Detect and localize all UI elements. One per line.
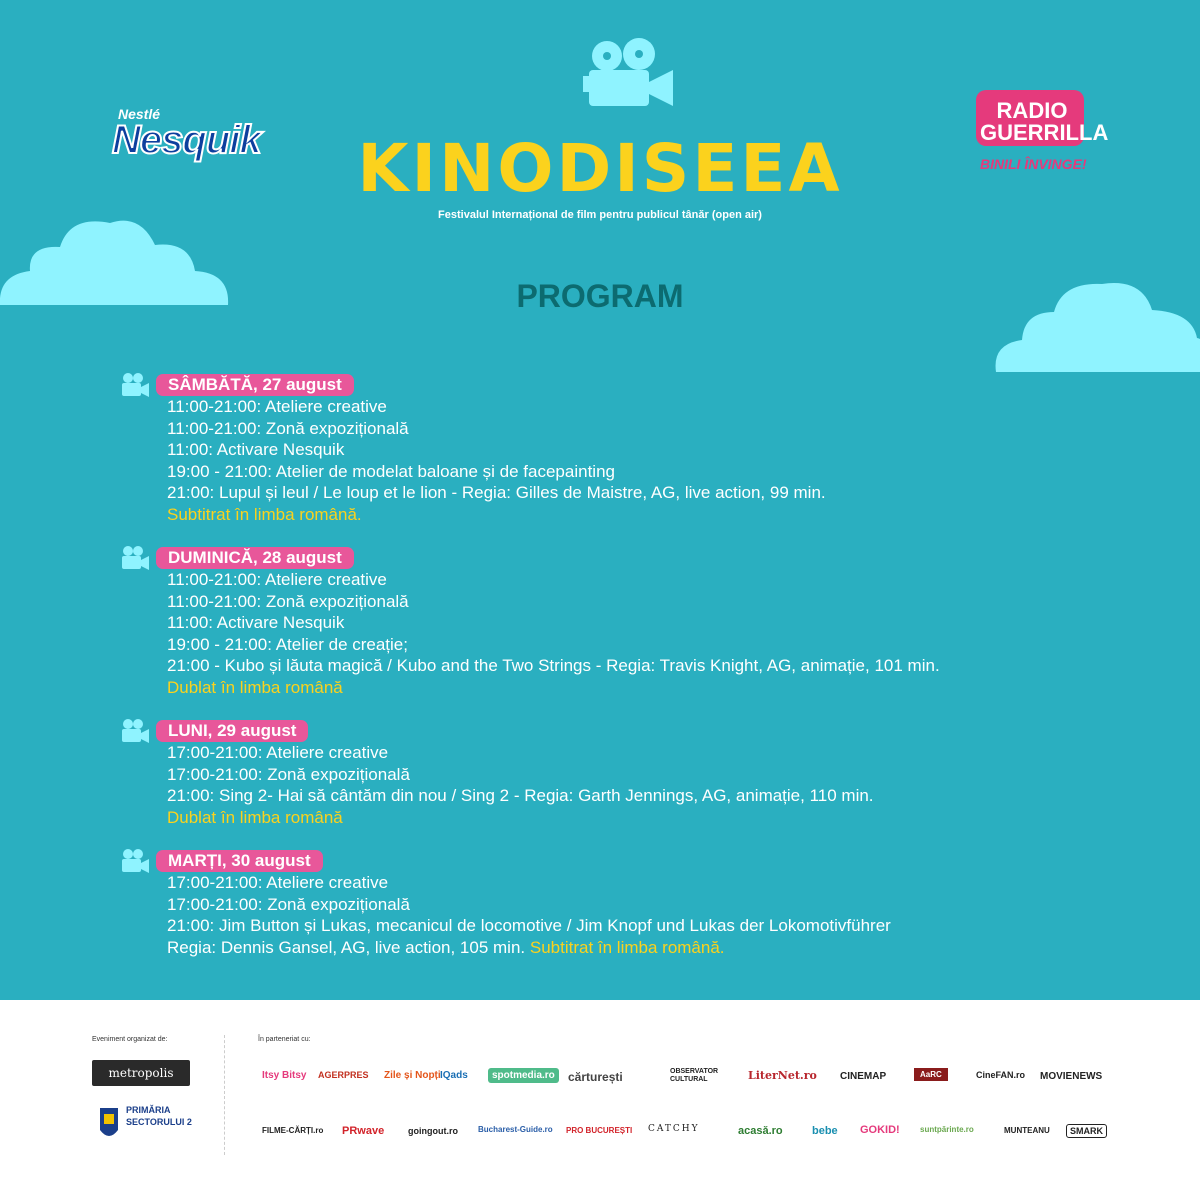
partner-logo: MUNTEANU (1004, 1126, 1050, 1135)
partner-logo: goingout.ro (408, 1126, 458, 1136)
partner-logo: acasă.ro (738, 1125, 783, 1137)
partner-logo: MOVIENEWS (1040, 1071, 1103, 1082)
schedule-line: 11:00: Activare Nesquik (167, 613, 345, 633)
radio-slogan: BINILI ÎNVINGE! (980, 156, 1087, 172)
partner-logo: CINEMAP (840, 1071, 887, 1082)
organized-by-label: Eveniment organizat de: (92, 1036, 168, 1043)
language-note: Subtitrat în limba română. (529, 937, 725, 957)
partner-logo: SMARK (1066, 1124, 1107, 1138)
language-note: Dublat în limba română (167, 807, 343, 827)
partner-logo: OBSERVATOR CULTURAL (670, 1068, 719, 1083)
partner-logo: cărturești (568, 1070, 623, 1084)
footer-divider (224, 1035, 226, 1155)
schedule-line: 11:00-21:00: Ateliere creative (167, 570, 387, 589)
schedule-line: 11:00-21:00: Zonă expozițională (167, 418, 409, 438)
nesquik-logo: Nesquik (112, 118, 261, 162)
movie-camera-icon (120, 848, 150, 874)
radio-guerrilla-logo-text: RADIO GUERRILLA (980, 98, 1109, 145)
schedule-line: 21:00: Jim Button și Lukas, mecanicul de locomotive / Jim Knopf und Lukas der Lokomotivführer (167, 916, 891, 936)
language-note: Dublat în limba română (167, 677, 343, 697)
day-schedule (167, 396, 826, 526)
schedule-line: 11:00-21:00: Zonă expozițională (167, 591, 409, 611)
schedule-line: 19:00 - 21:00: Atelier de creație; (167, 634, 408, 654)
partner-logo: GOKID! (860, 1124, 900, 1136)
day-schedule (167, 742, 874, 828)
schedule-line: 17:00-21:00: Zonă expozițională (167, 764, 410, 784)
partner-logo: bebe (812, 1125, 838, 1137)
day-label: SÂMBĂTĂ, 27 august (156, 374, 354, 396)
partner-logo: AGERPRES (318, 1070, 369, 1080)
schedule-line: 11:00-21:00: Ateliere creative (167, 397, 387, 416)
schedule-line-director: Regia: Dennis Gansel, AG, live action, 105 min. (167, 937, 526, 957)
partner-logo: suntpărinte.ro (920, 1125, 974, 1134)
partner-logo: Itsy Bitsy (262, 1070, 307, 1081)
schedule-line: 21:00: Sing 2- Hai să cântăm din nou / Sing 2 - Regia: Garth Jennings, AG, animație, 110 min. (167, 786, 874, 806)
primaria-logo: PRIMĂRIA SECTORULUI 2 (98, 1104, 218, 1144)
schedule-line: 17:00-21:00: Ateliere creative (167, 743, 389, 762)
partner-logo: FILME-CĂRȚI.ro (262, 1126, 324, 1135)
crest-icon (98, 1104, 120, 1144)
day-schedule (167, 872, 891, 958)
nestle-logo: Nestlé (118, 106, 161, 122)
schedule-line (167, 937, 891, 959)
festival-title: KINODISEEA (357, 130, 843, 207)
partner-logo: CineFAN.ro (976, 1070, 1026, 1080)
partner-logo: PRwave (342, 1125, 385, 1137)
partner-logo: CATCHY (648, 1124, 700, 1134)
movie-camera-icon (583, 38, 675, 108)
language-note: Subtitrat în limba română. (167, 504, 362, 524)
partner-logo: spotmedia.ro (488, 1068, 559, 1083)
festival-subtitle: Festivalul Internațional de film pentru publicul tânăr (open air) (438, 209, 762, 221)
program-heading: PROGRAM (516, 278, 684, 314)
schedule-line: 21:00 - Kubo și lăuta magică / Kubo and the Two Strings - Regia: Travis Knight, AG, animație, 101 min. (167, 656, 940, 676)
schedule-line: 17:00-21:00: Zonă expozițională (167, 894, 410, 914)
day-label: DUMINICĂ, 28 august (156, 547, 354, 569)
partner-logo: Bucharest-Guide.ro (478, 1125, 553, 1134)
schedule-line: 11:00: Activare Nesquik (167, 440, 345, 460)
movie-camera-icon (120, 545, 150, 571)
day-schedule (167, 569, 940, 699)
schedule-line: 17:00-21:00: Ateliere creative (167, 873, 389, 892)
partner-logo: PRO BUCUREȘTI (566, 1126, 633, 1135)
partner-logo: LiterNet.ro (748, 1069, 817, 1082)
day-label: MARȚI, 30 august (156, 850, 323, 872)
partner-logo: IQads (440, 1070, 468, 1081)
movie-camera-icon (120, 372, 150, 398)
movie-camera-icon (120, 718, 150, 744)
partners-label: În parteneriat cu: (258, 1036, 311, 1043)
day-label: LUNI, 29 august (156, 720, 308, 742)
metropolis-logo: metropolis (92, 1060, 190, 1086)
partner-logo: AaRC (914, 1068, 948, 1081)
schedule-line: 21:00: Lupul și leul / Le loup et le lion - Regia: Gilles de Maistre, AG, live action, 99 min. (167, 483, 826, 503)
partner-logo: Zile și Nopți (384, 1070, 441, 1081)
schedule-line: 19:00 - 21:00: Atelier de modelat baloane și de facepainting (167, 461, 615, 481)
